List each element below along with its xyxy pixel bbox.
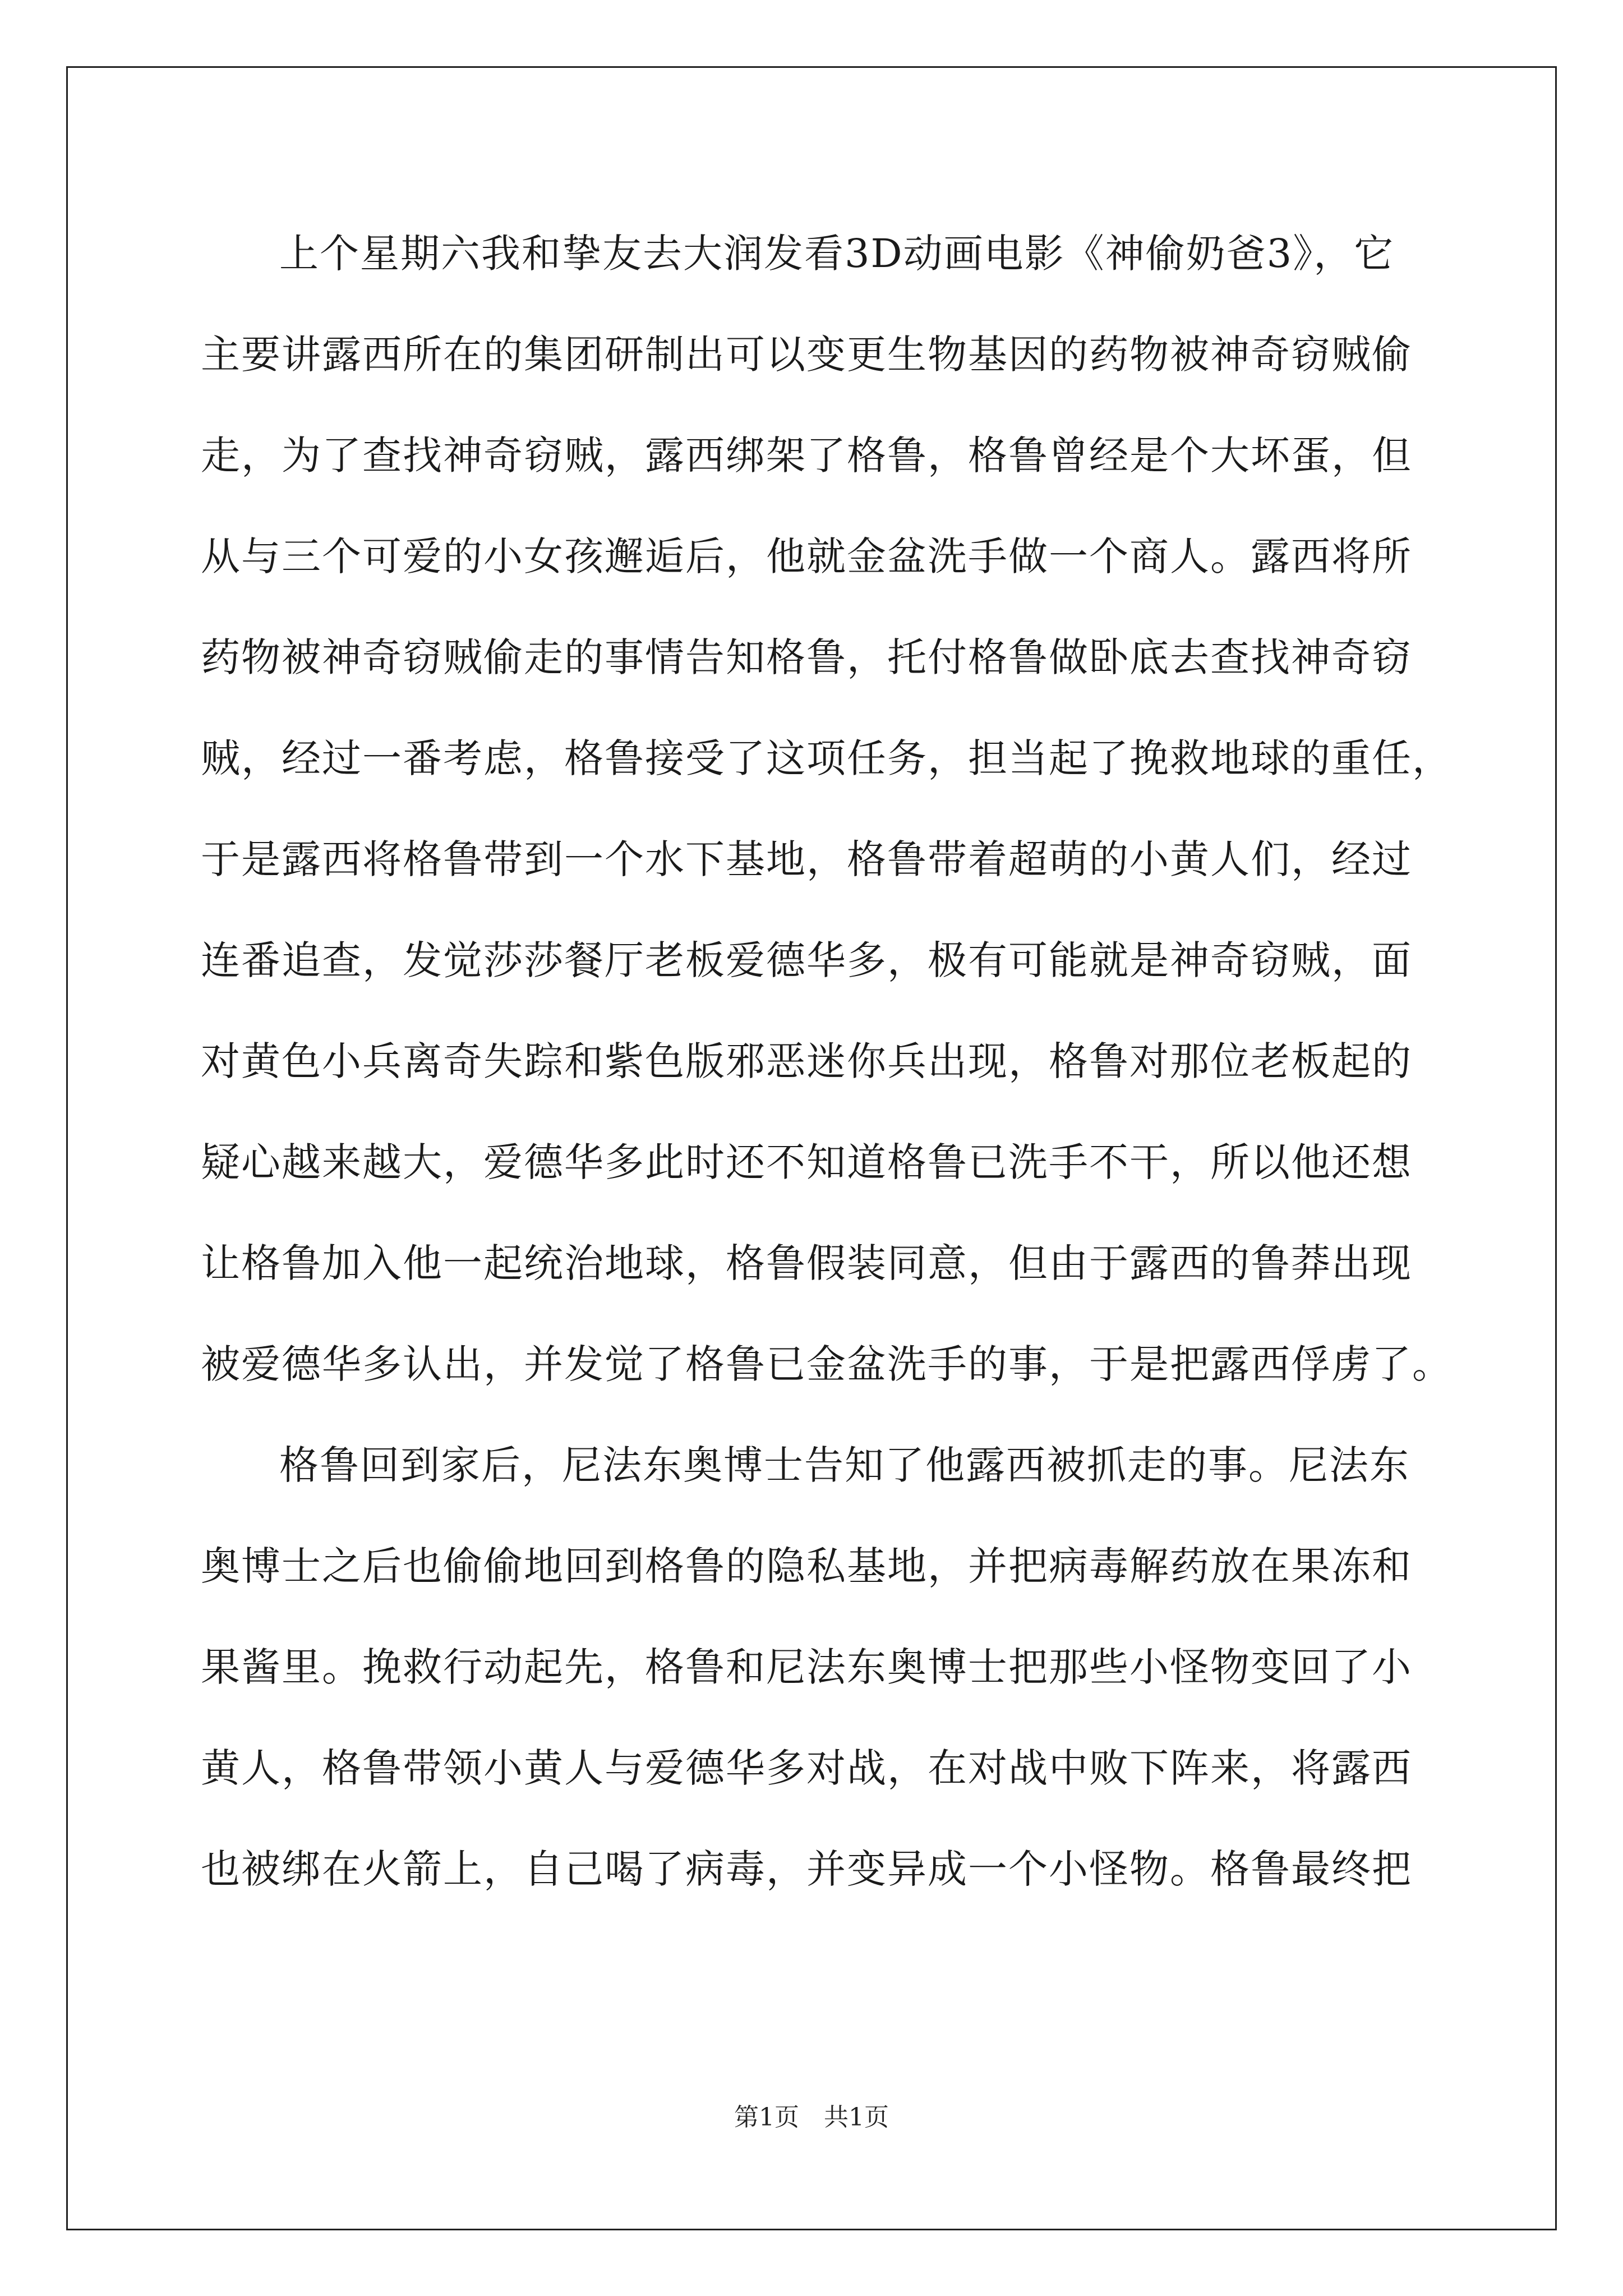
paragraph-1-line-1: 上个星期六我和挚友去大润发看3D动画电影《神偷奶爸3》，它 [279,231,1395,277]
paragraph-1-line-5: 药物被神奇窃贼偷走的事情告知格鲁，托付格鲁做卧底去查找神奇窃 [201,634,1412,680]
paragraph-1-line-8: 连番追查，发觉莎莎餐厅老板爱德华多，极有可能就是神奇窃贼，面 [201,937,1412,983]
paragraph-1-line-11: 让格鲁加入他一起统治地球，格鲁假装同意，但由于露西的鲁莽出现 [201,1240,1412,1286]
paragraph-1-line-12: 被爱德华多认出，并发觉了格鲁已金盆洗手的事，于是把露西俘虏了。 [201,1341,1453,1387]
paragraph-1-line-2: 主要讲露西所在的集团研制出可以变更生物基因的药物被神奇窃贼偷 [201,332,1412,378]
paragraph-2-line-4: 黄人，格鲁带领小黄人与爱德华多对战，在对战中败下阵来，将露西 [201,1745,1412,1791]
paragraph-2-line-1: 格鲁回到家后，尼法东奥博士告知了他露西被抓走的事。尼法东 [279,1442,1410,1488]
paragraph-1-line-3: 走，为了查找神奇窃贼，露西绑架了格鲁，格鲁曾经是个大坏蛋，但 [201,432,1412,478]
paragraph-2-line-3: 果酱里。挽救行动起先，格鲁和尼法东奥博士把那些小怪物变回了小 [201,1644,1412,1690]
paragraph-1-line-7: 于是露西将格鲁带到一个水下基地，格鲁带着超萌的小黄人们，经过 [201,836,1412,882]
page-number-footer: 第1页 共1页 [734,2103,889,2132]
paragraph-1-line-10: 疑心越来越大，爱德华多此时还不知道格鲁已洗手不干，所以他还想 [201,1139,1412,1185]
paragraph-1-line-9: 对黄色小兵离奇失踪和紫色版邪恶迷你兵出现，格鲁对那位老板起的 [201,1038,1412,1084]
paragraph-1-line-6: 贼，经过一番考虑，格鲁接受了这项任务，担当起了挽救地球的重任， [201,735,1453,781]
paragraph-2-line-5: 也被绑在火箭上，自己喝了病毒，并变异成一个小怪物。格鲁最终把 [201,1846,1412,1892]
paragraph-2-line-2: 奥博士之后也偷偷地回到格鲁的隐私基地，并把病毒解药放在果冻和 [201,1543,1412,1589]
paragraph-1-line-4: 从与三个可爱的小女孩邂逅后，他就金盆洗手做一个商人。露西将所 [201,533,1412,579]
